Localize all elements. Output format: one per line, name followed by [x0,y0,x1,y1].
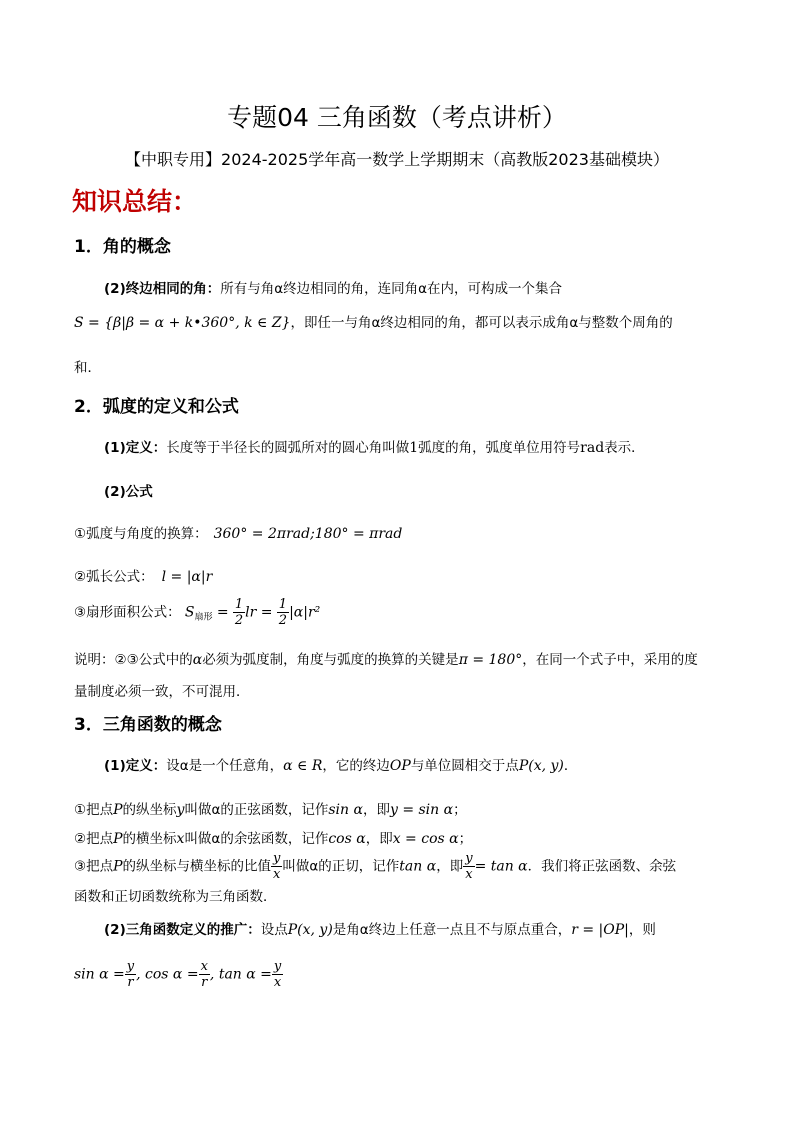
ext-c: ，则 [628,922,656,938]
sec3-def-d: ． [563,758,578,774]
l2-a: ②把点 [74,831,114,847]
fin-frac-cos [199,960,210,989]
sec3-def-c: 与单位圆相交于点 [410,758,519,774]
f3-tail: |α|r² [289,604,321,621]
sec3-def-op: OP [389,758,411,774]
note-math: π = 180° [458,652,523,668]
sec2-def-text-a: 长度等于半径长的圆弧所对的圆心角叫做 [166,440,410,456]
sec3-def-math1: α ∈ R [283,758,323,774]
fin-frac-tan [272,960,283,989]
l3-d: ，即 [436,858,464,875]
l2-cos: cos α [328,831,366,847]
rad-symbol: rad [580,440,605,456]
l1-d: ，即 [362,802,390,818]
l1-a: ①把点 [74,802,114,818]
l3-frac2-den: x [465,867,473,882]
fin-sin-num: y [126,959,135,974]
l2-b: 的横坐标 [122,831,177,847]
sec1-item2-line1 [104,277,562,297]
l2-p: P [113,831,123,847]
f3-half-den: 2 [234,613,244,628]
sec3-def-line [104,754,577,774]
sec3-def-label: (1)定义： [104,758,167,774]
f3-sub: 扇形 [194,612,213,623]
page-subtitle: 【中职专用】2024-2025学年高一数学上学期期末（高教版2023基础模块） [125,150,669,169]
l2-c: 叫做α的余弦函数，记作 [184,831,329,847]
ext-b: 是角α终边上任意一点且不与原点重合， [332,922,572,938]
set-formula: S = {β|β = α + k•360°, k ∈ Z} [74,315,291,331]
l3-frac2-num: y [465,851,473,866]
l3-fraction [271,852,282,881]
ext-point: P(x, y) [287,922,333,938]
fin-cos-num: x [200,959,208,974]
l3-tail: = tan α [474,858,528,875]
l1-sin: sin α [328,802,363,818]
f3-eq: = [216,604,229,621]
f1-math: 360° = 2πrad;180° = πrad [213,526,403,542]
f3-half-fraction [233,598,245,627]
fin-frac-sin [125,960,136,989]
note-c: ，在同一个式子中，采用的度 [522,652,698,668]
f2-label: ②弧长公式： [74,569,154,585]
l2-d: ，即 [365,831,393,847]
note-alpha: α [192,652,203,668]
sec2-def-label: (1)定义： [104,440,167,456]
sec3-line-2 [74,827,472,847]
sec3-def-a: 设α是一个任意角， [166,758,284,774]
sec1-item2-line2 [74,311,673,331]
note-b: 必须为弧度制，角度与弧度的换算的关键是 [202,652,459,668]
sec2-def-line [104,436,645,456]
l3-fraction-2 [463,852,474,881]
f3-lr: lr = [245,604,273,621]
f1-label: ①弧度与角度的换算： [74,526,208,542]
l3-tan: tan α [399,858,437,875]
sec2-note-end: 量制度必须一致，不可混用． [74,684,250,700]
fin-sin: sin α = [74,966,125,983]
sec1-item2-end: 和． [74,360,101,376]
ext-a: 设点 [260,922,288,938]
fin-tan-num: y [273,959,282,974]
sec3-def-b: ，它的终边 [322,758,390,774]
sec3-ext-line [104,918,656,938]
l3-frac-den: x [273,867,281,882]
l1-p: P [113,802,123,818]
section-3-heading: 3．三角函数的概念 [74,715,222,735]
fin-tan: , tan α = [209,966,272,983]
ext-label: (2)三角函数定义的推广： [104,922,261,938]
l2-eq: x = cos α [392,831,459,847]
fin-cos-den: r [201,975,208,990]
fin-sin-den: r [127,975,134,990]
f3-half-den-2: 2 [278,613,288,628]
l1-c: 叫做α的正弦函数，记作 [184,802,329,818]
sec3-line-1 [74,798,467,818]
sec2-def-text-b: 弧度的角，弧度单位用符号 [418,440,581,456]
l3-a: ③把点 [74,858,114,875]
sec2-formula-1 [74,522,402,542]
f3-half-num: 1 [234,597,244,612]
sec3-def-point: P(x, y) [518,758,564,774]
sec1-item2-cont: ，即任一与角α终边相同的角，都可以表示成角α与整数个周角的 [290,315,673,331]
section-1-heading: 1．角的概念 [74,237,171,257]
sec1-item2-label: (2)终边相同的角： [104,281,221,297]
sec2-formula-label: (2)公式 [104,484,153,500]
f3-half-fraction-2 [277,598,289,627]
l1-y: y [176,802,185,818]
l2-e: ； [458,831,473,847]
section-2-heading: 2．弧度的定义和公式 [74,397,239,417]
l3-b: 的纵坐标与横坐标的比值 [122,858,272,875]
f3-s: S [184,604,195,621]
fin-tan-den: x [273,975,282,990]
sec2-def-text-c: 表示． [604,440,645,456]
l3-frac-num: y [273,851,281,866]
sec2-note-line [74,648,698,668]
ext-r: r = |OP| [571,922,629,938]
f3-half-num-2: 1 [278,597,288,612]
sec3-final-formulas [74,960,283,989]
sec3-line-3-end: 函数和正切函数统称为三角函数． [74,889,277,905]
sec2-formula-2 [74,565,212,585]
l3-c: 叫做α的正切，记作 [282,858,400,875]
l1-e: ； [453,802,467,818]
sec1-item2-text: 所有与角α终边相同的角，连同角α在内，可构成一个集合 [220,281,563,297]
sec2-formula-3 [74,598,320,627]
fin-cos: , cos α = [136,966,199,983]
note-a: 说明：②③公式中的 [74,652,193,668]
l3-p: P [113,858,123,875]
sec2-def-one: 1 [409,440,419,456]
sec3-line-3 [74,852,676,881]
f3-label: ③扇形面积公式： [74,604,181,621]
l2-x: x [176,831,185,847]
summary-heading: 知识总结： [72,187,198,216]
l1-b: 的纵坐标 [122,802,177,818]
f2-math: l = |α|r [161,569,213,585]
l1-eq: y = sin α [389,802,454,818]
l3-e: ．我们将正弦函数、余弦 [527,858,677,875]
page-title: 专题04 三角函数（考点讲析） [227,103,567,132]
